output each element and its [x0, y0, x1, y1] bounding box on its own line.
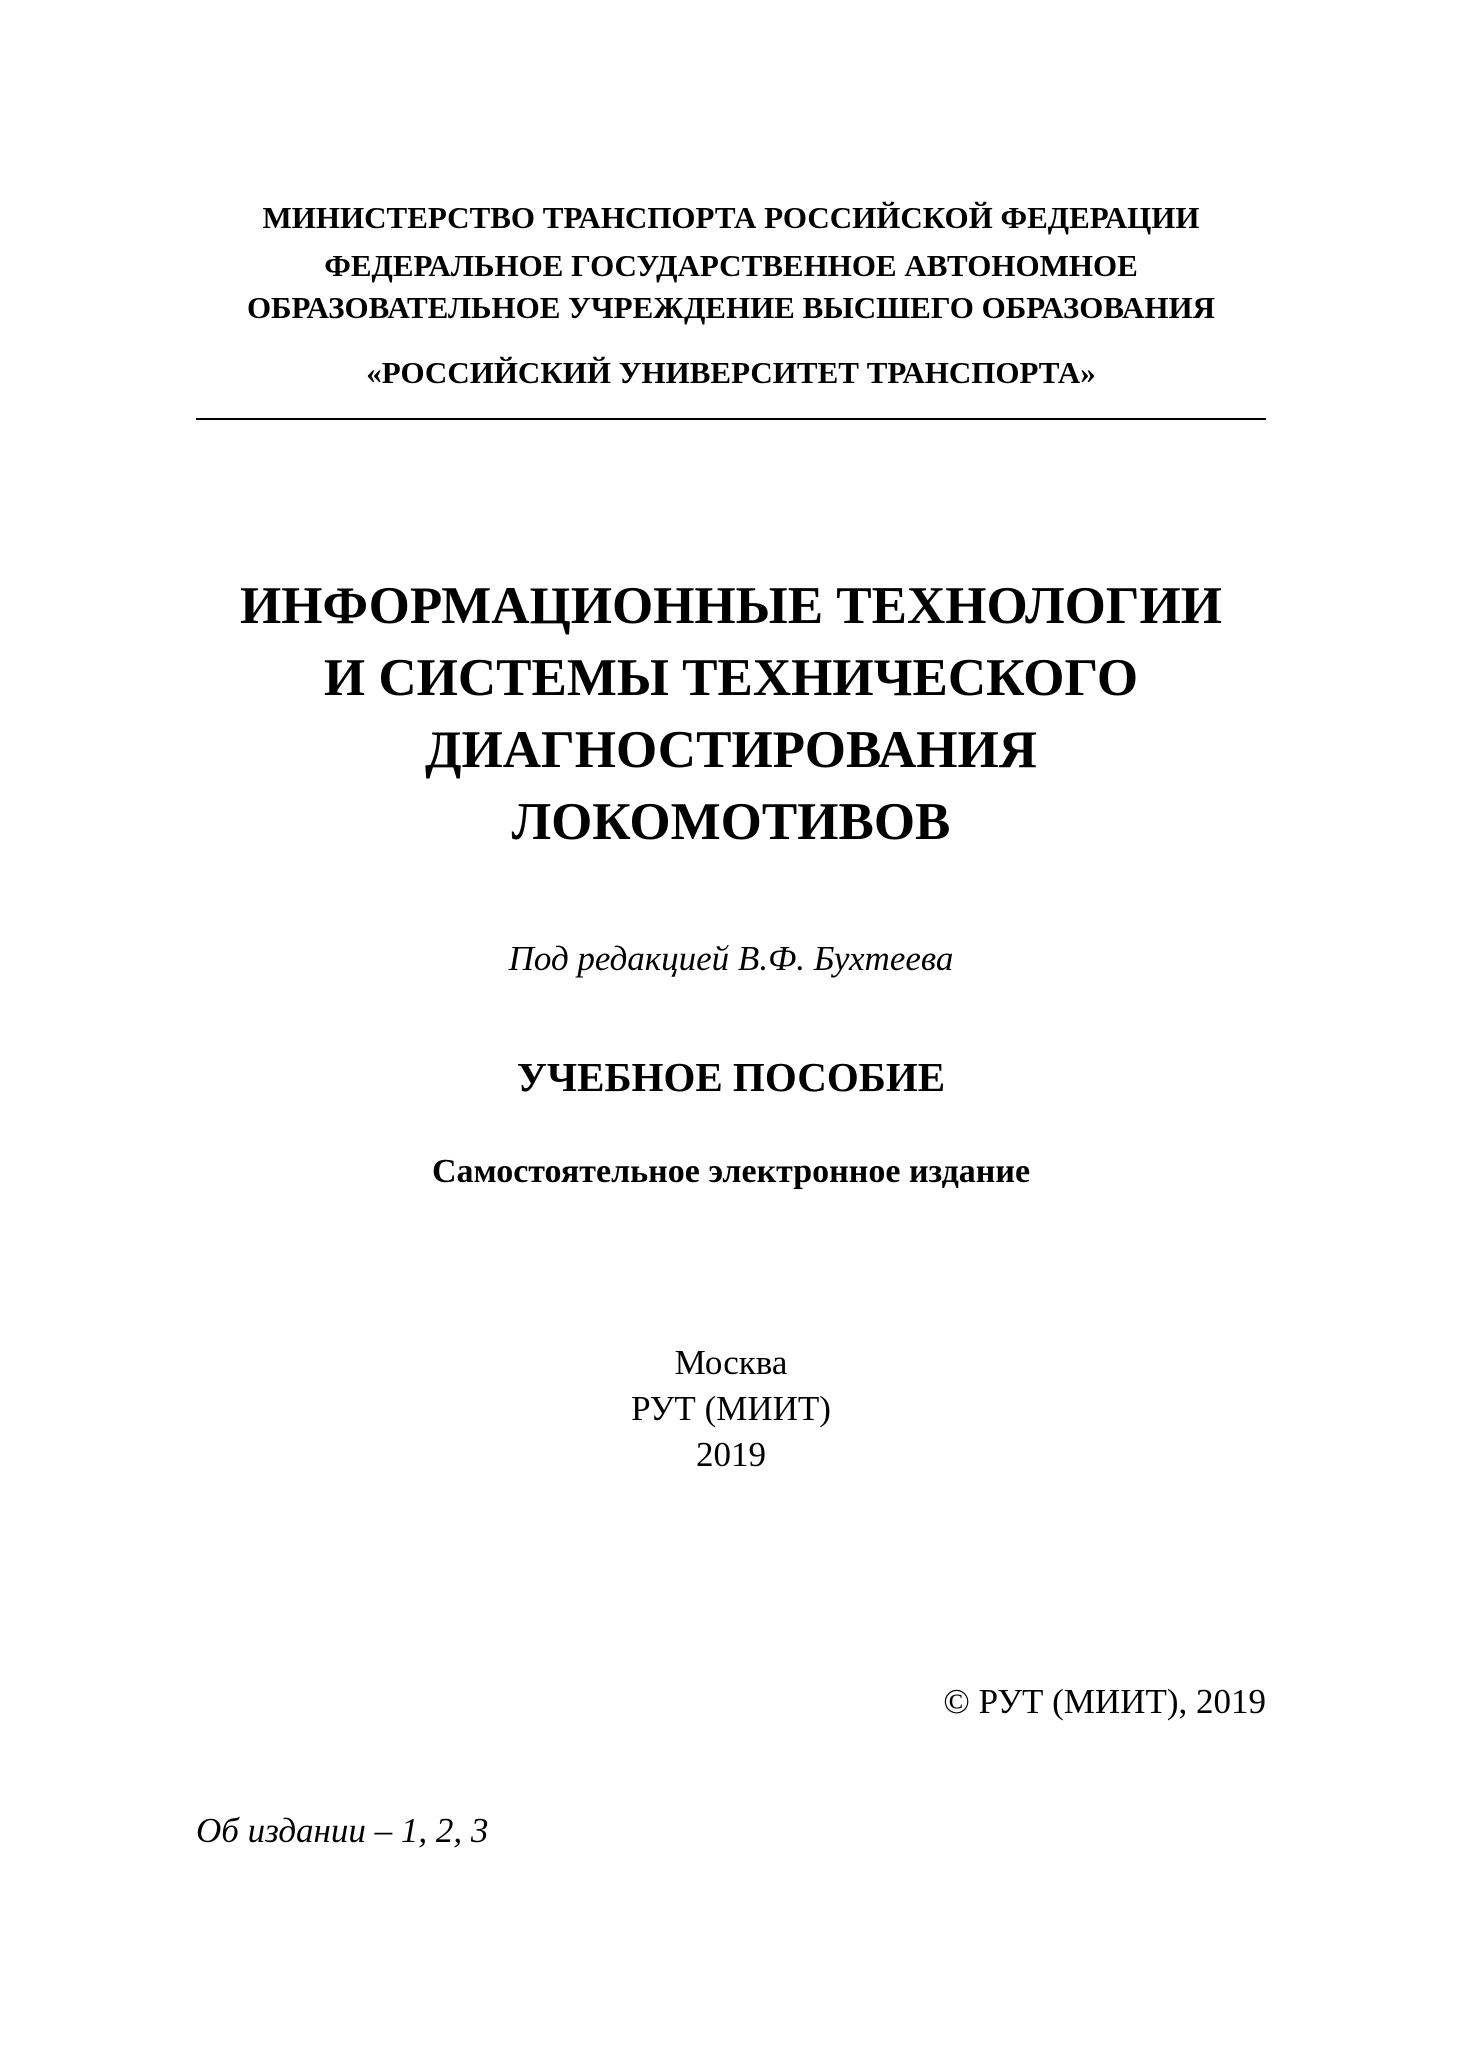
title-line-2: И СИСТЕМЫ ТЕХНИЧЕСКОГО — [323, 649, 1139, 707]
imprint-city: Москва — [674, 1343, 788, 1382]
imprint-publisher: РУТ (МИИТ) — [631, 1389, 831, 1428]
about-edition-link[interactable]: Об издании – 1, 2, 3 — [196, 1811, 489, 1850]
imprint-year: 2019 — [696, 1435, 766, 1474]
book-title — [196, 570, 1266, 858]
imprint — [196, 1340, 1266, 1478]
copyright-notice: © РУТ (МИИТ), 2019 — [943, 1682, 1266, 1721]
title-line-1: ИНФОРМАЦИОННЫЕ ТЕХНОЛОГИИ — [240, 577, 1222, 635]
institution-heading — [196, 245, 1266, 329]
ministry-heading: МИНИСТЕРСТВО ТРАНСПОРТА РОССИЙСКОЙ ФЕДЕРАЦИИ — [262, 200, 1200, 235]
title-line-3: ДИАГНОСТИРОВАНИЯ — [425, 721, 1037, 779]
document-type: УЧЕБНОЕ ПОСОБИЕ — [516, 1054, 946, 1100]
institution-line-1: ФЕДЕРАЛЬНОЕ ГОСУДАРСТВЕННОЕ АВТОНОМНОЕ — [324, 248, 1138, 283]
header-divider — [196, 418, 1266, 420]
edition-type: Самостоятельное электронное издание — [431, 1153, 1031, 1190]
editor-credit: Под редакцией В.Ф. Бухтеева — [508, 939, 954, 978]
university-heading: «РОССИЙСКИЙ УНИВЕРСИТЕТ ТРАНСПОРТА» — [366, 355, 1096, 390]
title-line-4: ЛОКОМОТИВОВ — [511, 793, 951, 851]
institution-line-2: ОБРАЗОВАТЕЛЬНОЕ УЧРЕЖДЕНИЕ ВЫСШЕГО ОБРАЗОВАНИЯ — [246, 290, 1216, 325]
